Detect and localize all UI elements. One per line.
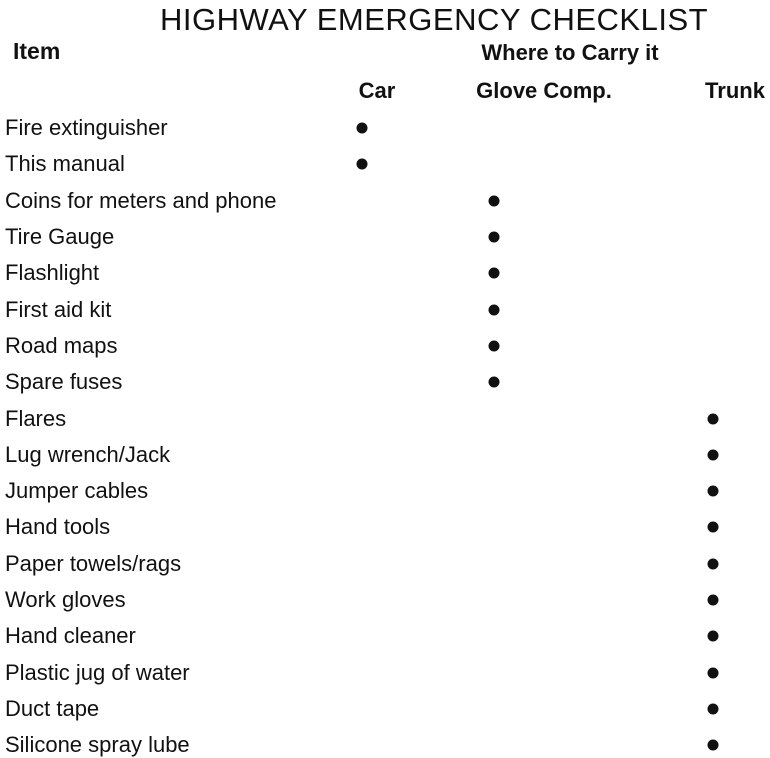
bullet-marker — [708, 413, 719, 424]
table-row — [0, 618, 770, 654]
table-row — [0, 509, 770, 545]
table-row — [0, 582, 770, 618]
item-label: Fire extinguisher — [5, 115, 168, 141]
item-label: This manual — [5, 151, 125, 177]
table-row — [0, 654, 770, 690]
item-column-header: Item — [13, 38, 61, 64]
bullet-marker — [708, 740, 719, 751]
checklist-rows — [0, 110, 770, 758]
item-label: Hand cleaner — [5, 623, 136, 649]
table-row — [0, 691, 770, 727]
item-label: Tire Gauge — [5, 224, 115, 250]
table-row — [0, 146, 770, 182]
table-row — [0, 727, 770, 758]
bullet-marker — [489, 232, 500, 243]
table-row — [0, 364, 770, 400]
item-label: Hand tools — [5, 514, 111, 540]
page-title: HIGHWAY EMERGENCY CHECKLIST — [160, 2, 709, 37]
bullet-marker — [489, 304, 500, 315]
item-label: Lug wrench/Jack — [5, 441, 171, 467]
table-row — [0, 183, 770, 219]
bullet-marker — [489, 195, 500, 206]
item-label: First aid kit — [5, 296, 112, 322]
item-label: Flares — [5, 405, 67, 431]
bullet-marker — [708, 558, 719, 569]
table-row — [0, 291, 770, 327]
item-label: Work gloves — [5, 587, 126, 612]
item-label: Paper towels/rags — [5, 550, 182, 576]
item-label: Road maps — [5, 332, 118, 358]
bullet-marker — [708, 595, 719, 606]
bullet-marker — [489, 377, 500, 388]
item-label: Plastic jug of water — [5, 659, 190, 685]
column-header-car: Car — [358, 78, 396, 103]
table-row — [0, 219, 770, 255]
column-header-glove-comp: Glove Comp. — [476, 78, 612, 103]
bullet-marker — [708, 667, 719, 678]
bullet-marker — [708, 631, 719, 642]
item-label: Jumper cables — [5, 478, 149, 504]
table-row — [0, 400, 770, 436]
bullet-marker — [708, 703, 719, 714]
item-label: Flashlight — [5, 260, 100, 286]
bullet-marker — [489, 340, 500, 351]
bullet-marker — [357, 123, 368, 134]
table-row — [0, 328, 770, 364]
bullet-marker — [708, 486, 719, 497]
table-row — [0, 437, 770, 473]
item-label: Coins for meters and phone — [5, 187, 277, 213]
table-row — [0, 255, 770, 291]
bullet-marker — [357, 159, 368, 170]
item-label: Silicone spray lube — [5, 732, 190, 758]
column-header-trunk: Trunk — [705, 78, 765, 103]
bullet-marker — [708, 522, 719, 533]
item-label: Duct tape — [5, 695, 100, 721]
where-to-carry-header: Where to Carry it — [481, 40, 659, 65]
table-row — [0, 546, 770, 582]
item-label: Spare fuses — [5, 369, 123, 395]
bullet-marker — [489, 268, 500, 279]
table-row — [0, 473, 770, 509]
bullet-marker — [708, 449, 719, 460]
table-row — [0, 110, 770, 146]
